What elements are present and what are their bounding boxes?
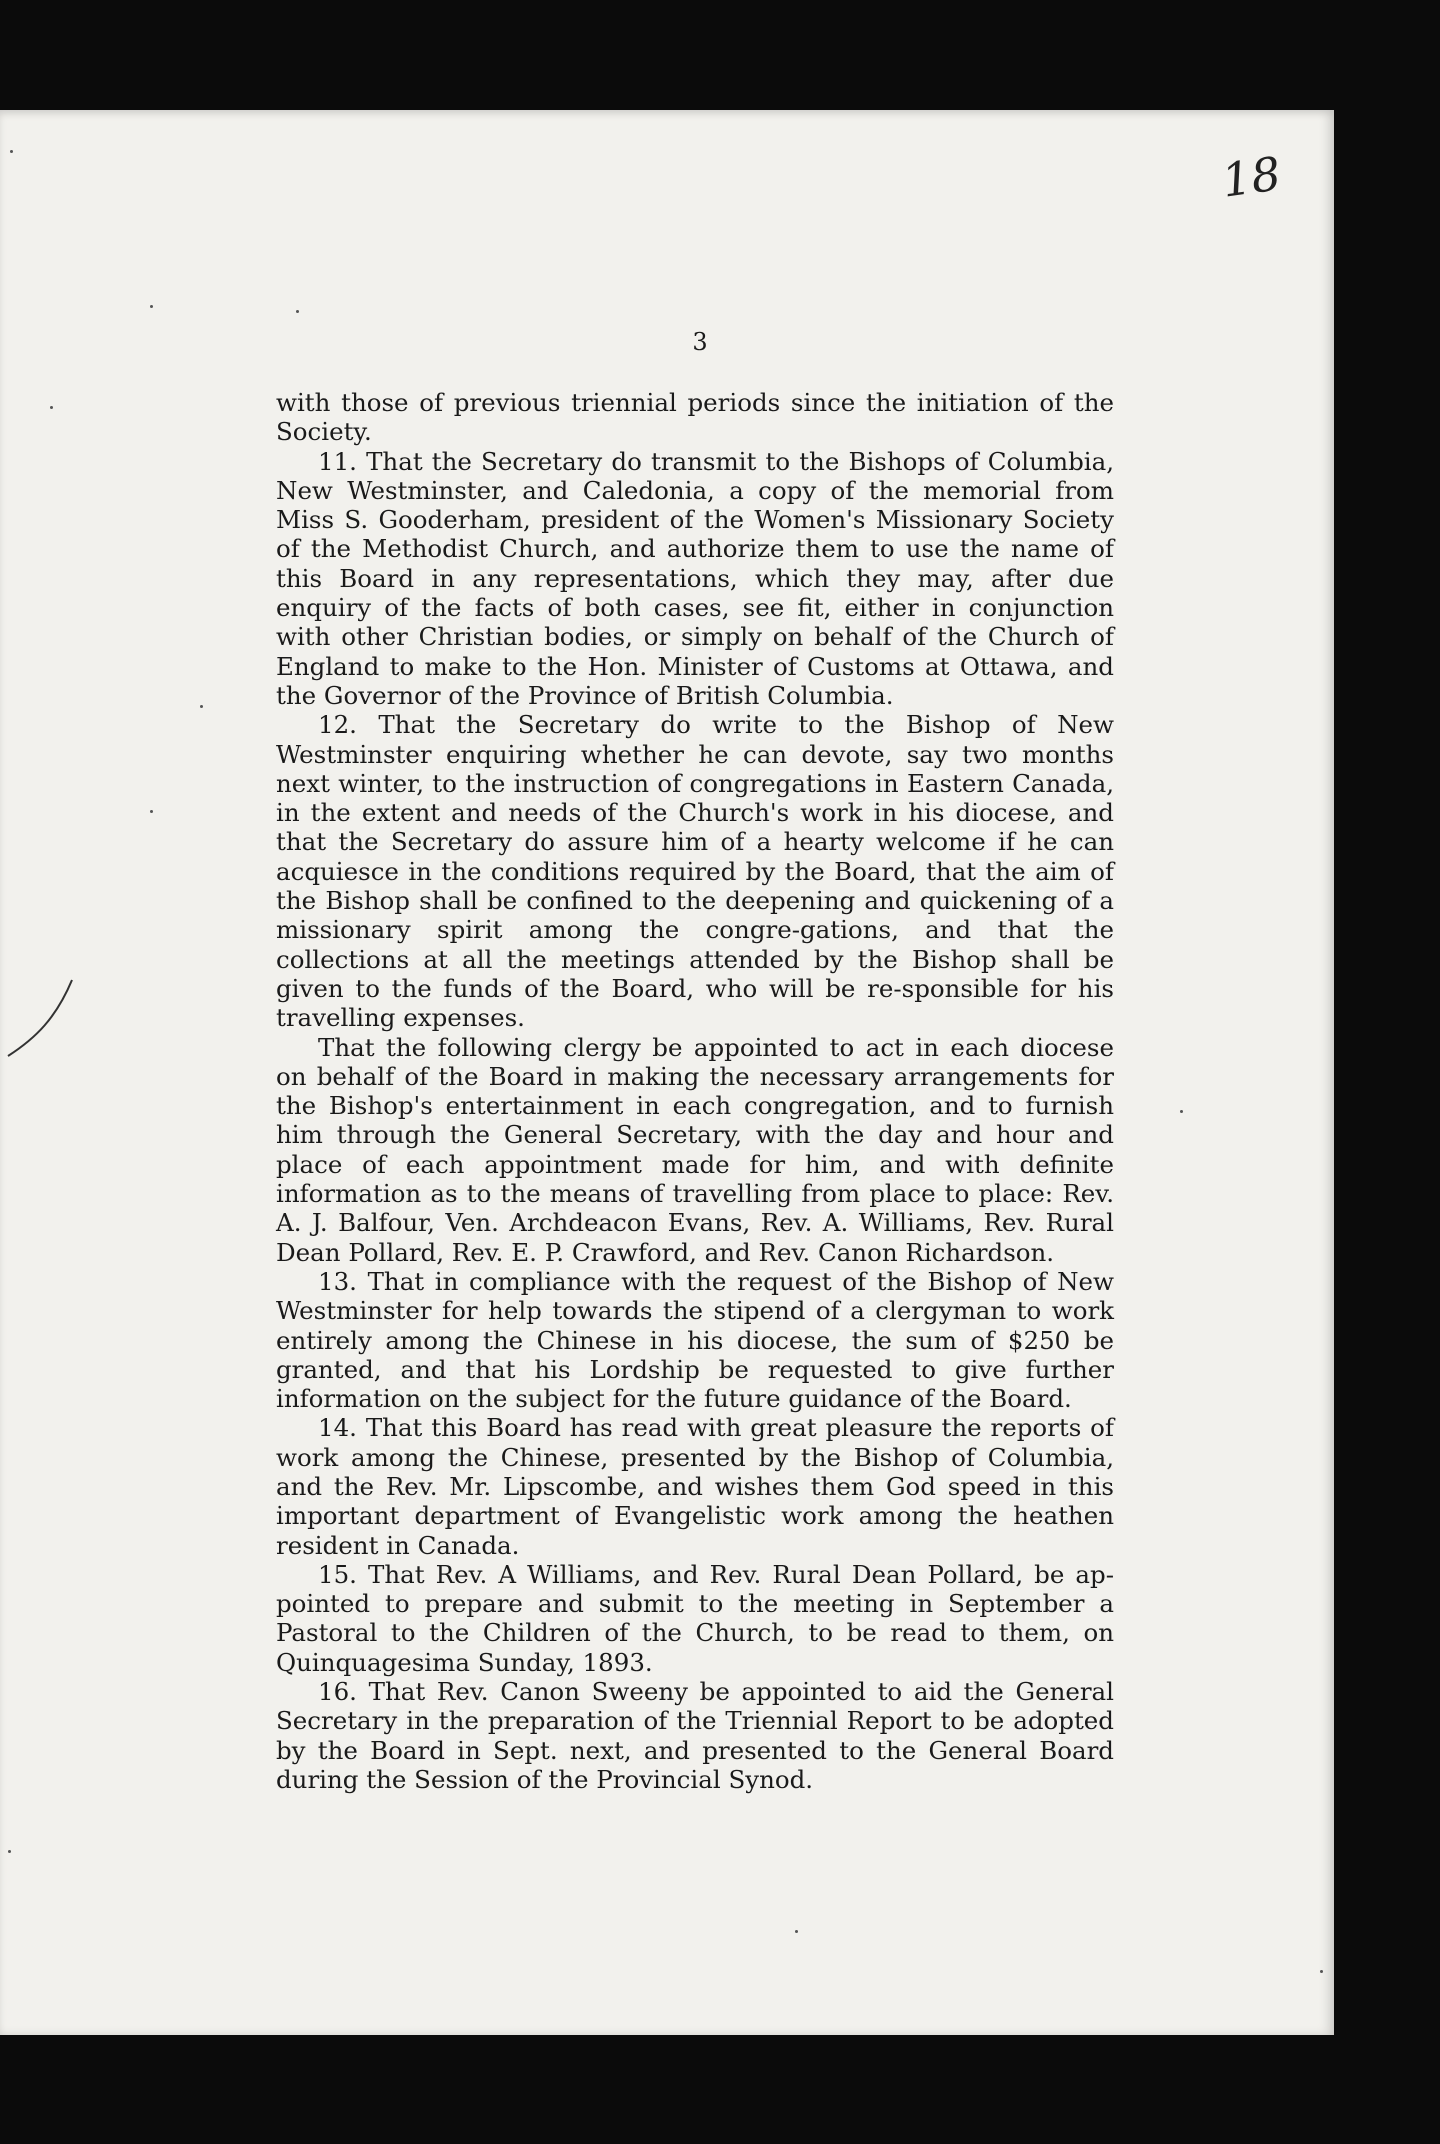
paragraph-continuation: with those of previous triennial periods since the initiation of the Society. [276,388,1114,447]
margin-pencil-stroke [6,978,76,1058]
paragraph-item-13: 13. That in compliance with the request of the Bishop of New Westminster for help towards the stipend of a clergyman to work entirely among the Chinese in his diocese, the sum of $250 be granted, and that his Lordship be requested to give further information on the subject for the future guidance of the Board. [276,1266,1114,1414]
paper-speck [1180,1110,1183,1113]
paragraph-item-11: 11. That the Secretary do transmit to the Bishops of Columbia, New Westminster, and Caledonia, a copy of the memorial from Miss S. Gooderham, president of the Women's Missionary Society of the Methodist Church, and authorize them to use the name of this Board in any representations, which they may, after due enquiry of the facts of both cases, see fit, either in conjunction with other Christian bodies, or simply on behalf of the Church of England to make to the Hon. Minister of Customs at Ottawa, and the Governor of the Province of British Columbia. [276,446,1114,710]
paragraph-item-15: 15. That Rev. A Williams, and Rev. Rural Dean Pollard, be ap-pointed to prepare and submit to the meeting in September a Pastoral to the Children of the Church, to be read to them, on Quinquagesima Sunday, 1893. [276,1559,1114,1677]
paragraph-item-14: 14. That this Board has read with great pleasure the reports of work among the Chinese, presented by the Bishop of Columbia, and the Rev. Mr. Lipscombe, and wishes them God speed in this important department of Evangelistic work among the heathen resident in Canada. [276,1413,1114,1560]
paragraph-item-12: 12. That the Secretary do write to the Bishop of New Westminster enquiring whether he can devote, say two months next winter, to the instruction of congregations in Eastern Canada, in the extent and needs of the Church's work in his diocese, and that the Secretary do assure him of a hearty welcome if he can acquiesce in the conditions required by the Board, that the aim of the Bishop shall be confined to the deepening and quickening of a missionary spirit among the congre-gations, and that the collections at all the meetings attended by the Bishop shall be given to the funds of the Board, who will be re-sponsible for his travelling expenses. [276,710,1114,1033]
paper-speck [150,810,153,813]
paper-speck [1320,1970,1323,1973]
paper-speck [296,310,299,313]
document-page [0,110,1334,2035]
page-number: 3 [692,328,708,356]
paper-speck [8,1850,11,1853]
paragraph-item-16: 16. That Rev. Canon Sweeny be appointed to aid the General Secretary in the preparation of the Triennial Report to be adopted by the Board in Sept. next, and presented to the General Board during the Session of the Provincial Synod. [276,1677,1114,1794]
document-body [276,388,1114,1794]
paper-speck [150,305,153,308]
paragraph-clergy-appointment: That the following clergy be appointed to act in each diocese on behalf of the Board in making the necessary arrangements for the Bishop's entertainment in each congregation, and to furnish him through the General Secretary, with the day and hour and place of each appointment made for him, and with definite information as to the means of travelling from place to place: Rev. A. J. Balfour, Ven. Archdeacon Evans, Rev. A. Williams, Rev. Rural Dean Pollard, Rev. E. P. Crawford, and Rev. Canon Richardson. [276,1032,1114,1267]
handwritten-page-mark: 18 [1218,146,1285,208]
paper-speck [10,150,13,153]
paper-speck [795,1930,798,1933]
paper-speck [50,406,53,409]
paper-speck [200,705,203,708]
